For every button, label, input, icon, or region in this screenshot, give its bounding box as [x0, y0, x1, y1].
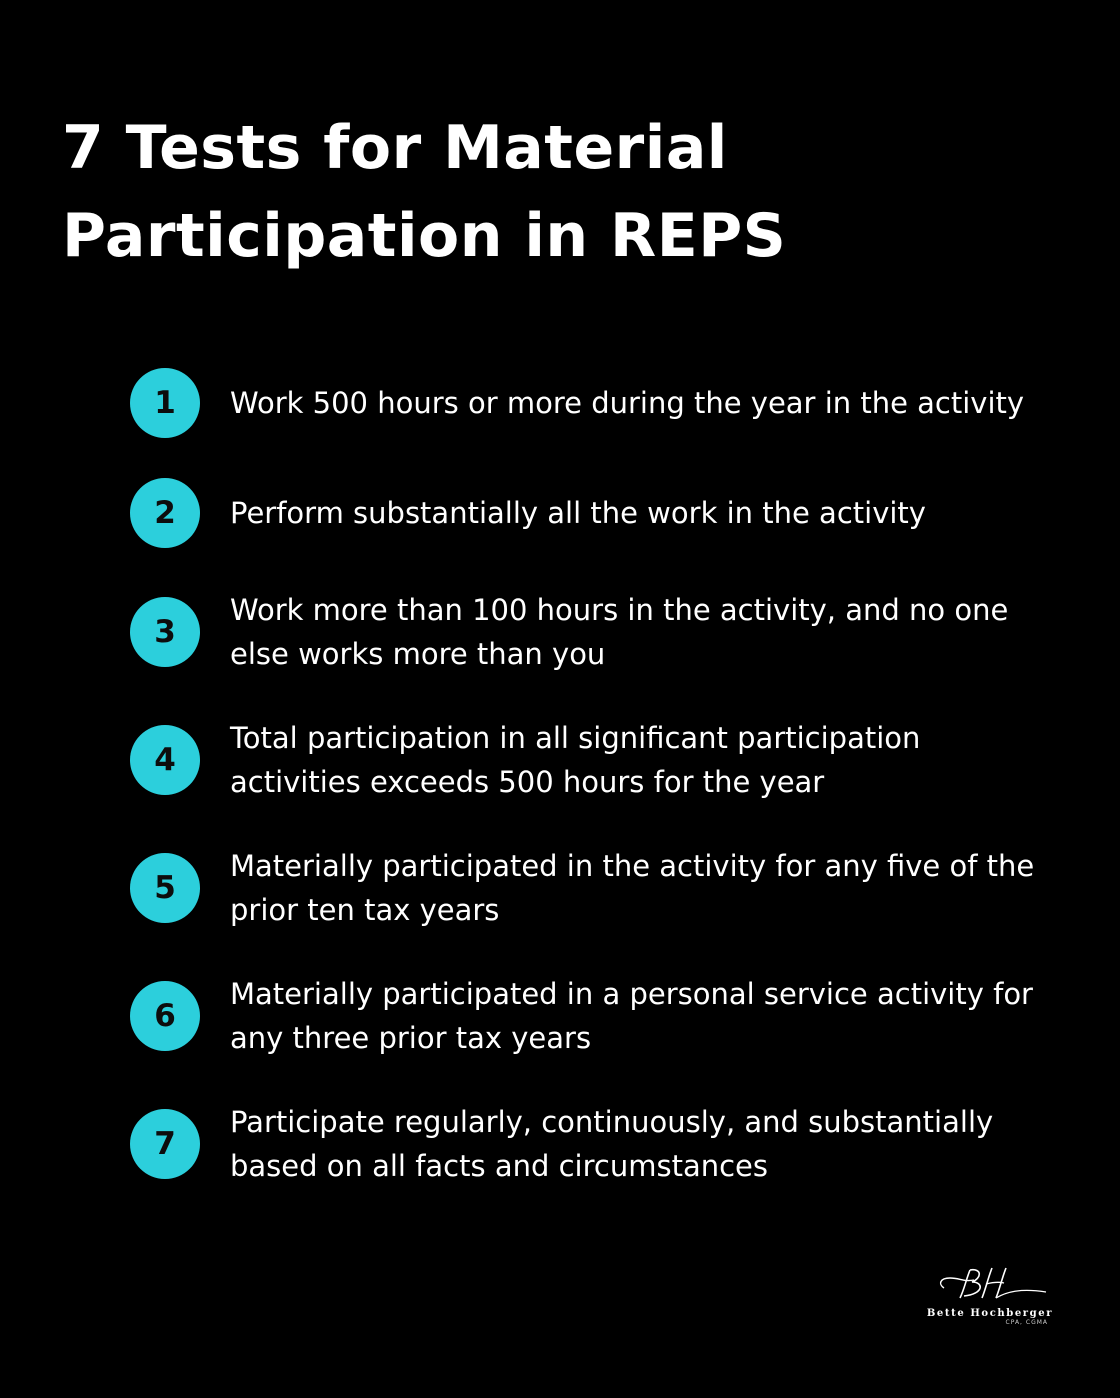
number-badge: 1 — [130, 368, 200, 438]
test-text: Perform substantially all the work in the activity — [230, 496, 926, 530]
number-badge: 7 — [130, 1109, 200, 1179]
list-item — [130, 478, 1070, 548]
list-item — [130, 972, 1070, 1060]
test-text: Work more than 100 hours in the activity, and no one else works more than you — [230, 593, 1009, 671]
page-title: 7 Tests for Material Participation in REPS — [62, 113, 787, 271]
test-text: Materially participated in the activity for any five of the prior ten tax years — [230, 849, 1035, 927]
test-text: Participate regularly, continuously, and substantially based on all facts and circumstances — [230, 1105, 994, 1183]
list-item — [130, 368, 1070, 438]
number-badge: 6 — [130, 981, 200, 1051]
list-item — [130, 1100, 1070, 1188]
list-item — [130, 716, 1070, 804]
number-badge: 5 — [130, 853, 200, 923]
test-text: Materially participated in a personal service activity for any three prior tax years — [230, 977, 1033, 1055]
list-item — [130, 588, 1070, 676]
number-badge: 4 — [130, 725, 200, 795]
logo-credentials: CPA, CGMA — [1005, 1319, 1048, 1326]
number-badge: 2 — [130, 478, 200, 548]
test-text: Work 500 hours or more during the year in the activity — [230, 386, 1025, 420]
signature-monogram-icon — [930, 1262, 1050, 1306]
number-badge: 3 — [130, 597, 200, 667]
logo-name: Bette Hochberger — [926, 1308, 1054, 1319]
brand-logo — [920, 1262, 1060, 1332]
list-item — [130, 844, 1070, 932]
test-text: Total participation in all significant participation activities exceeds 500 hours for the year — [230, 721, 921, 799]
